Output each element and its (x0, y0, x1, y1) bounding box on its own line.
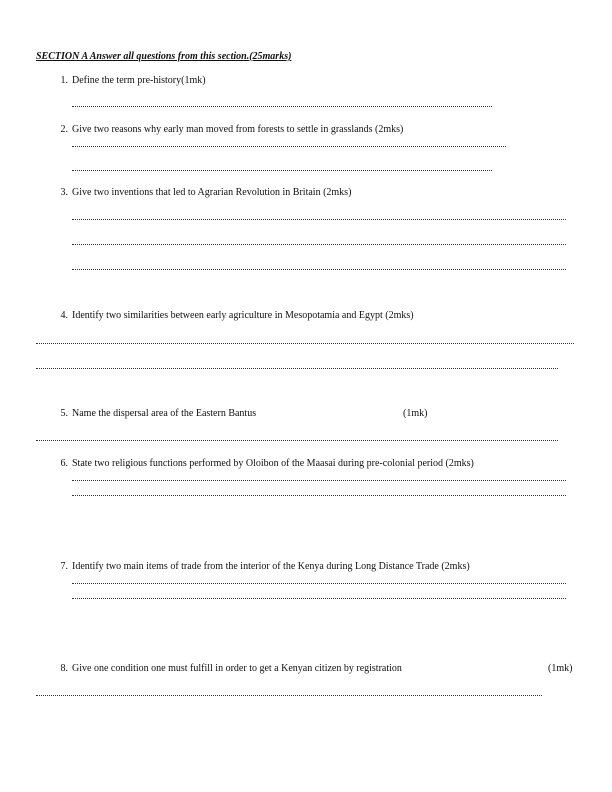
question-number: 4. (60, 310, 68, 321)
answer-line[interactable] (72, 598, 566, 599)
answer-line[interactable] (72, 244, 566, 245)
question-text: Name the dispersal area of the Eastern Bantus (72, 408, 257, 419)
question-number: 8. (60, 663, 68, 674)
question-number: 2. (60, 124, 68, 135)
question-number: 3. (60, 187, 68, 198)
answer-line[interactable] (36, 440, 558, 441)
answer-line[interactable] (36, 343, 574, 344)
answer-line[interactable] (72, 170, 492, 171)
section-heading: SECTION A Answer all questions from this section.(25marks) (36, 51, 292, 62)
answer-line[interactable] (72, 583, 566, 584)
answer-line[interactable] (72, 480, 566, 481)
answer-line[interactable] (72, 106, 492, 107)
answer-line[interactable] (72, 146, 506, 147)
question-text: Identify two similarities between early agriculture in Mesopotamia and Egypt (2mks) (72, 310, 414, 321)
answer-line[interactable] (72, 219, 566, 220)
answer-line[interactable] (36, 368, 558, 369)
question-marks: (1mk) (548, 663, 573, 674)
question-number: 7. (60, 561, 68, 572)
answer-line[interactable] (72, 269, 566, 270)
question-text: Give one condition one must fulfill in order to get a Kenyan citizen by registration (72, 663, 402, 674)
question-number: 1. (60, 75, 68, 86)
question-marks: (1mk) (403, 408, 428, 419)
question-number: 5. (60, 408, 68, 419)
answer-line[interactable] (72, 495, 566, 496)
answer-line[interactable] (36, 695, 542, 696)
question-text: Give two reasons why early man moved from forests to settle in grasslands (2mks) (72, 124, 404, 135)
question-text: Define the term pre-history(1mk) (72, 75, 206, 86)
question-text: State two religious functions performed by Oloibon of the Maasai during pre-colonial period (2mks) (72, 458, 474, 469)
question-number: 6. (60, 458, 68, 469)
question-text: Give two inventions that led to Agrarian Revolution in Britain (2mks) (72, 187, 352, 198)
question-text: Identify two main items of trade from the interior of the Kenya during Long Distance Trade (2mks) (72, 561, 470, 572)
